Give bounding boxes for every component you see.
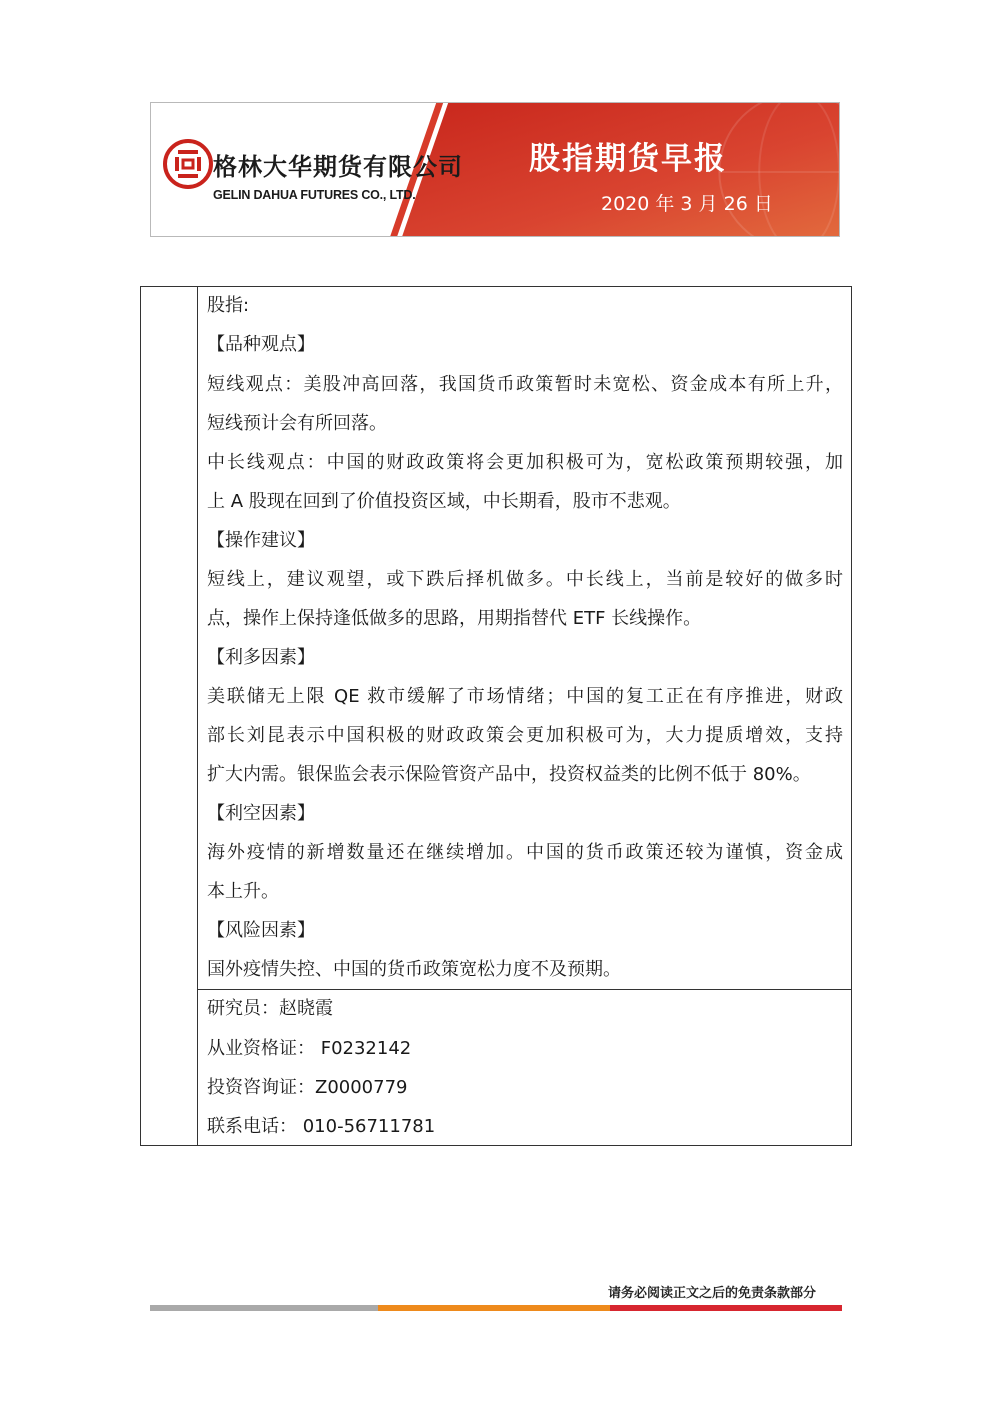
- section-heading-index: 股指:: [207, 295, 250, 316]
- analyst-phone: 联系电话： 010-56711781: [207, 1116, 436, 1137]
- gelin-dahua-logo-icon: [163, 139, 213, 189]
- paragraph-line: 扩大内需。银保监会表示保险管资产品中，投资权益类的比例不低于 80%。: [207, 764, 811, 785]
- paragraph-line: 美联储无上限 QE 救市缓解了市场情绪；中国的复工正在有序推进，财政: [207, 686, 843, 707]
- paragraph-line: 上 A 股现在回到了价值投资区域，中长期看，股市不悲观。: [207, 491, 681, 512]
- analyst-qualification: 从业资格证： F0232142: [207, 1038, 412, 1059]
- footer-bar-grey: [150, 1305, 378, 1311]
- section-label-risk: 【风险因素】: [207, 920, 315, 941]
- footer-bar-orange: [378, 1305, 610, 1311]
- paragraph-line: 点，操作上保持逢低做多的思路，用期指替代 ETF 长线操作。: [207, 608, 702, 629]
- section-label-view: 【品种观点】: [207, 334, 315, 355]
- footer-bar-red: [610, 1305, 842, 1311]
- paragraph-line: 本上升。: [207, 881, 279, 902]
- paragraph-line: 海外疫情的新增数量还在继续增加。中国的货币政策还较为谨慎，资金成: [207, 842, 843, 863]
- disclaimer-note: 请务必阅读正文之后的免责条款部分: [608, 1286, 817, 1301]
- paragraph-line: 短线观点：美股冲高回落，我国货币政策暂时未宽松、资金成本有所上升，: [207, 374, 843, 395]
- analyst-name: 研究员：赵晓霞: [207, 998, 333, 1019]
- paragraph-line: 国外疫情失控、中国的货币政策宽松力度不及预期。: [207, 959, 621, 980]
- table-label-column: [141, 287, 198, 1145]
- report-table: [140, 286, 852, 1146]
- section-label-bearish: 【利空因素】: [207, 803, 315, 824]
- table-row-divider: [198, 989, 851, 990]
- report-header-banner: [150, 102, 840, 237]
- company-name-english: GELIN DAHUA FUTURES CO., LTD.: [213, 188, 416, 202]
- report-date: 2020 年 3 月 26 日: [601, 193, 773, 215]
- report-title: 股指期货早报: [529, 141, 727, 177]
- paragraph-line: 部长刘昆表示中国积极的财政政策会更加积极可为，大力提质增效，支持: [207, 725, 843, 746]
- analyst-consulting-license: 投资咨询证：Z0000779: [207, 1077, 408, 1098]
- section-label-advice: 【操作建议】: [207, 530, 315, 551]
- paragraph-line: 短线预计会有所回落。: [207, 413, 387, 434]
- paragraph-line: 短线上，建议观望，或下跌后择机做多。中长线上，当前是较好的做多时: [207, 569, 843, 590]
- company-name-chinese: 格林大华期货有限公司: [213, 153, 463, 181]
- paragraph-line: 中长线观点：中国的财政政策将会更加积极可为，宽松政策预期较强，加: [207, 452, 843, 473]
- section-label-bullish: 【利多因素】: [207, 647, 315, 668]
